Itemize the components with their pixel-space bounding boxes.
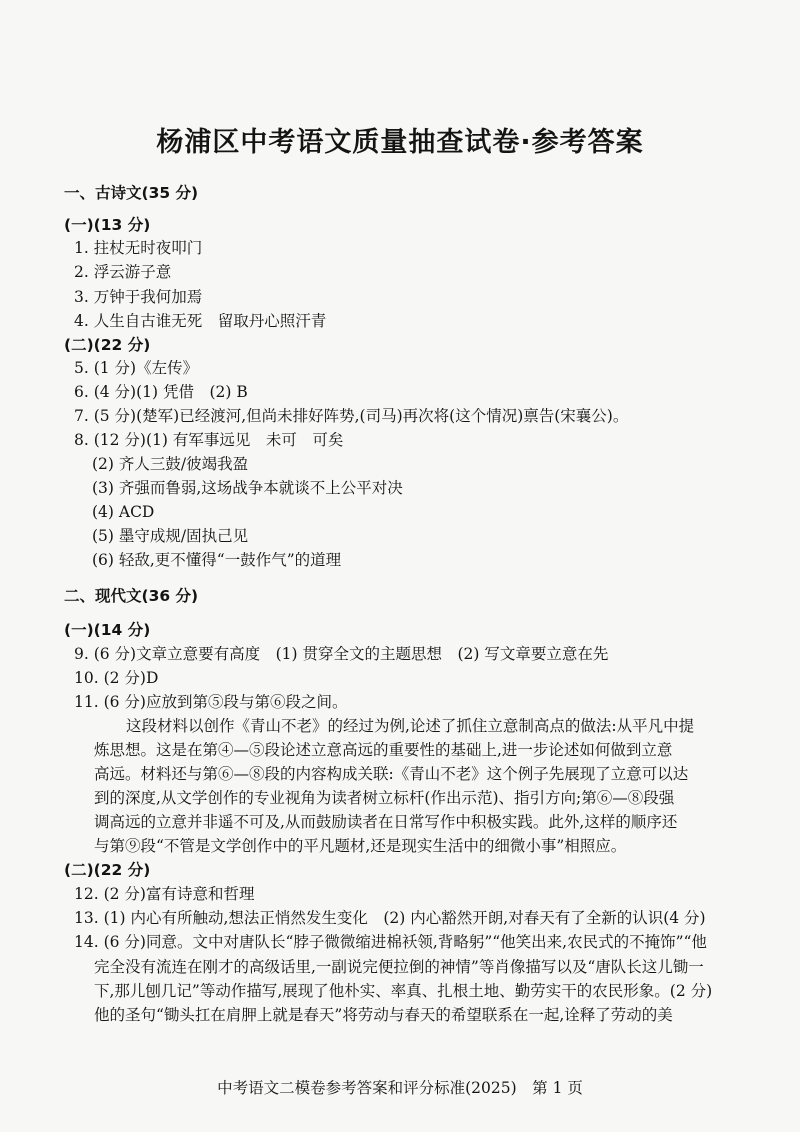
answer-paragraph-line: 调高远的立意并非遥不可及,从而鼓励读者在日常写作中积极实践。此外,这样的顺序还 xyxy=(94,813,678,831)
answer-line: 3. 万钟于我何加焉 xyxy=(74,288,203,306)
answer-line: 4. 人生自古谁无死 留取丹心照汗青 xyxy=(74,312,327,330)
subsection-heading: (二)(22 分) xyxy=(64,861,151,879)
section-heading-modern: 二、现代文(36 分) xyxy=(64,587,199,605)
answer-line: 13. (1) 内心有所触动,想法正悄然发生变化 (2) 内心豁然开朗,对春天有了全新的认识(4 分) xyxy=(74,909,706,927)
page-footer: 中考语文二模卷参考答案和评分标准(2025) 第 1 页 xyxy=(217,1079,583,1097)
answer-paragraph-line: 到的深度,从文学创作的专业视角为读者树立标杆(作出示范)、指引方向;第⑥—⑧段强 xyxy=(94,789,675,807)
answer-line: 10. (2 分)D xyxy=(74,669,159,687)
subsection-heading: (一)(14 分) xyxy=(64,621,151,639)
answer-line: 14. (6 分)同意。文中对唐队长“脖子微微缩进棉袄领,背略躬”“他笑出来,农民式的不掩饰”“他 xyxy=(74,933,707,951)
answer-line: (6) 轻敌,更不懂得“一鼓作气”的道理 xyxy=(92,551,342,569)
answer-paragraph-line: 高远。材料还与第⑥—⑧段的内容构成关联:《青山不老》这个例子先展现了立意可以达 xyxy=(94,765,689,783)
answer-paragraph-line: 他的圣句“锄头扛在肩胛上就是春天”将劳动与春天的希望联系在一起,诠释了劳动的美 xyxy=(94,1006,673,1024)
subsection-heading: (一)(13 分) xyxy=(64,216,151,234)
answer-line: 1. 拄杖无时夜叩门 xyxy=(74,239,203,257)
answer-line: 6. (4 分)(1) 凭借 (2) B xyxy=(74,383,248,401)
answer-line: (4) ACD xyxy=(92,503,155,521)
page-title: 杨浦区中考语文质量抽查试卷·参考答案 xyxy=(156,127,644,158)
answer-paragraph-line: 下,那儿刨几记”等动作描写,展现了他朴实、率真、扎根土地、勤劳实干的农民形象。(2 分) xyxy=(94,982,713,1000)
answer-paragraph-line: 与第⑨段“不管是文学创作中的平凡题材,还是现实生活中的细微小事”相照应。 xyxy=(94,837,627,855)
subsection-heading: (二)(22 分) xyxy=(64,336,151,354)
answer-line: 9. (6 分)文章立意要有高度 (1) 贯穿全文的主题思想 (2) 写文章要立意在先 xyxy=(74,645,609,663)
answer-line: 7. (5 分)(楚军)已经渡河,但尚未排好阵势,(司马)再次将(这个情况)禀告(宋襄公)。 xyxy=(74,407,629,425)
answer-paragraph-line: 这段材料以创作《青山不老》的经过为例,论述了抓住立意制高点的做法:从平凡中提 xyxy=(126,717,695,735)
answer-paragraph-line: 完全没有流连在刚才的高级话里,一副说完便拉倒的神情”等肖像描写以及“唐队长这儿锄一 xyxy=(94,958,704,976)
section-heading-classical: 一、古诗文(35 分) xyxy=(64,184,199,202)
answer-line: 5. (1 分)《左传》 xyxy=(74,359,199,377)
answer-paragraph-line: 炼思想。这是在第④—⑤段论述立意高远的重要性的基础上,进一步论述如何做到立意 xyxy=(94,741,673,759)
answer-line: 12. (2 分)富有诗意和哲理 xyxy=(74,885,255,903)
answer-line: 11. (6 分)应放到第⑤段与第⑥段之间。 xyxy=(74,693,348,711)
answer-line: (5) 墨守成规/固执己见 xyxy=(92,527,249,545)
answer-line: 8. (12 分)(1) 有军事远见 未可 可矣 xyxy=(74,431,344,449)
answer-line: (2) 齐人三鼓/彼竭我盈 xyxy=(92,455,249,473)
answer-line: 2. 浮云游子意 xyxy=(74,263,172,281)
answer-line: (3) 齐强而鲁弱,这场战争本就谈不上公平对决 xyxy=(92,479,403,497)
